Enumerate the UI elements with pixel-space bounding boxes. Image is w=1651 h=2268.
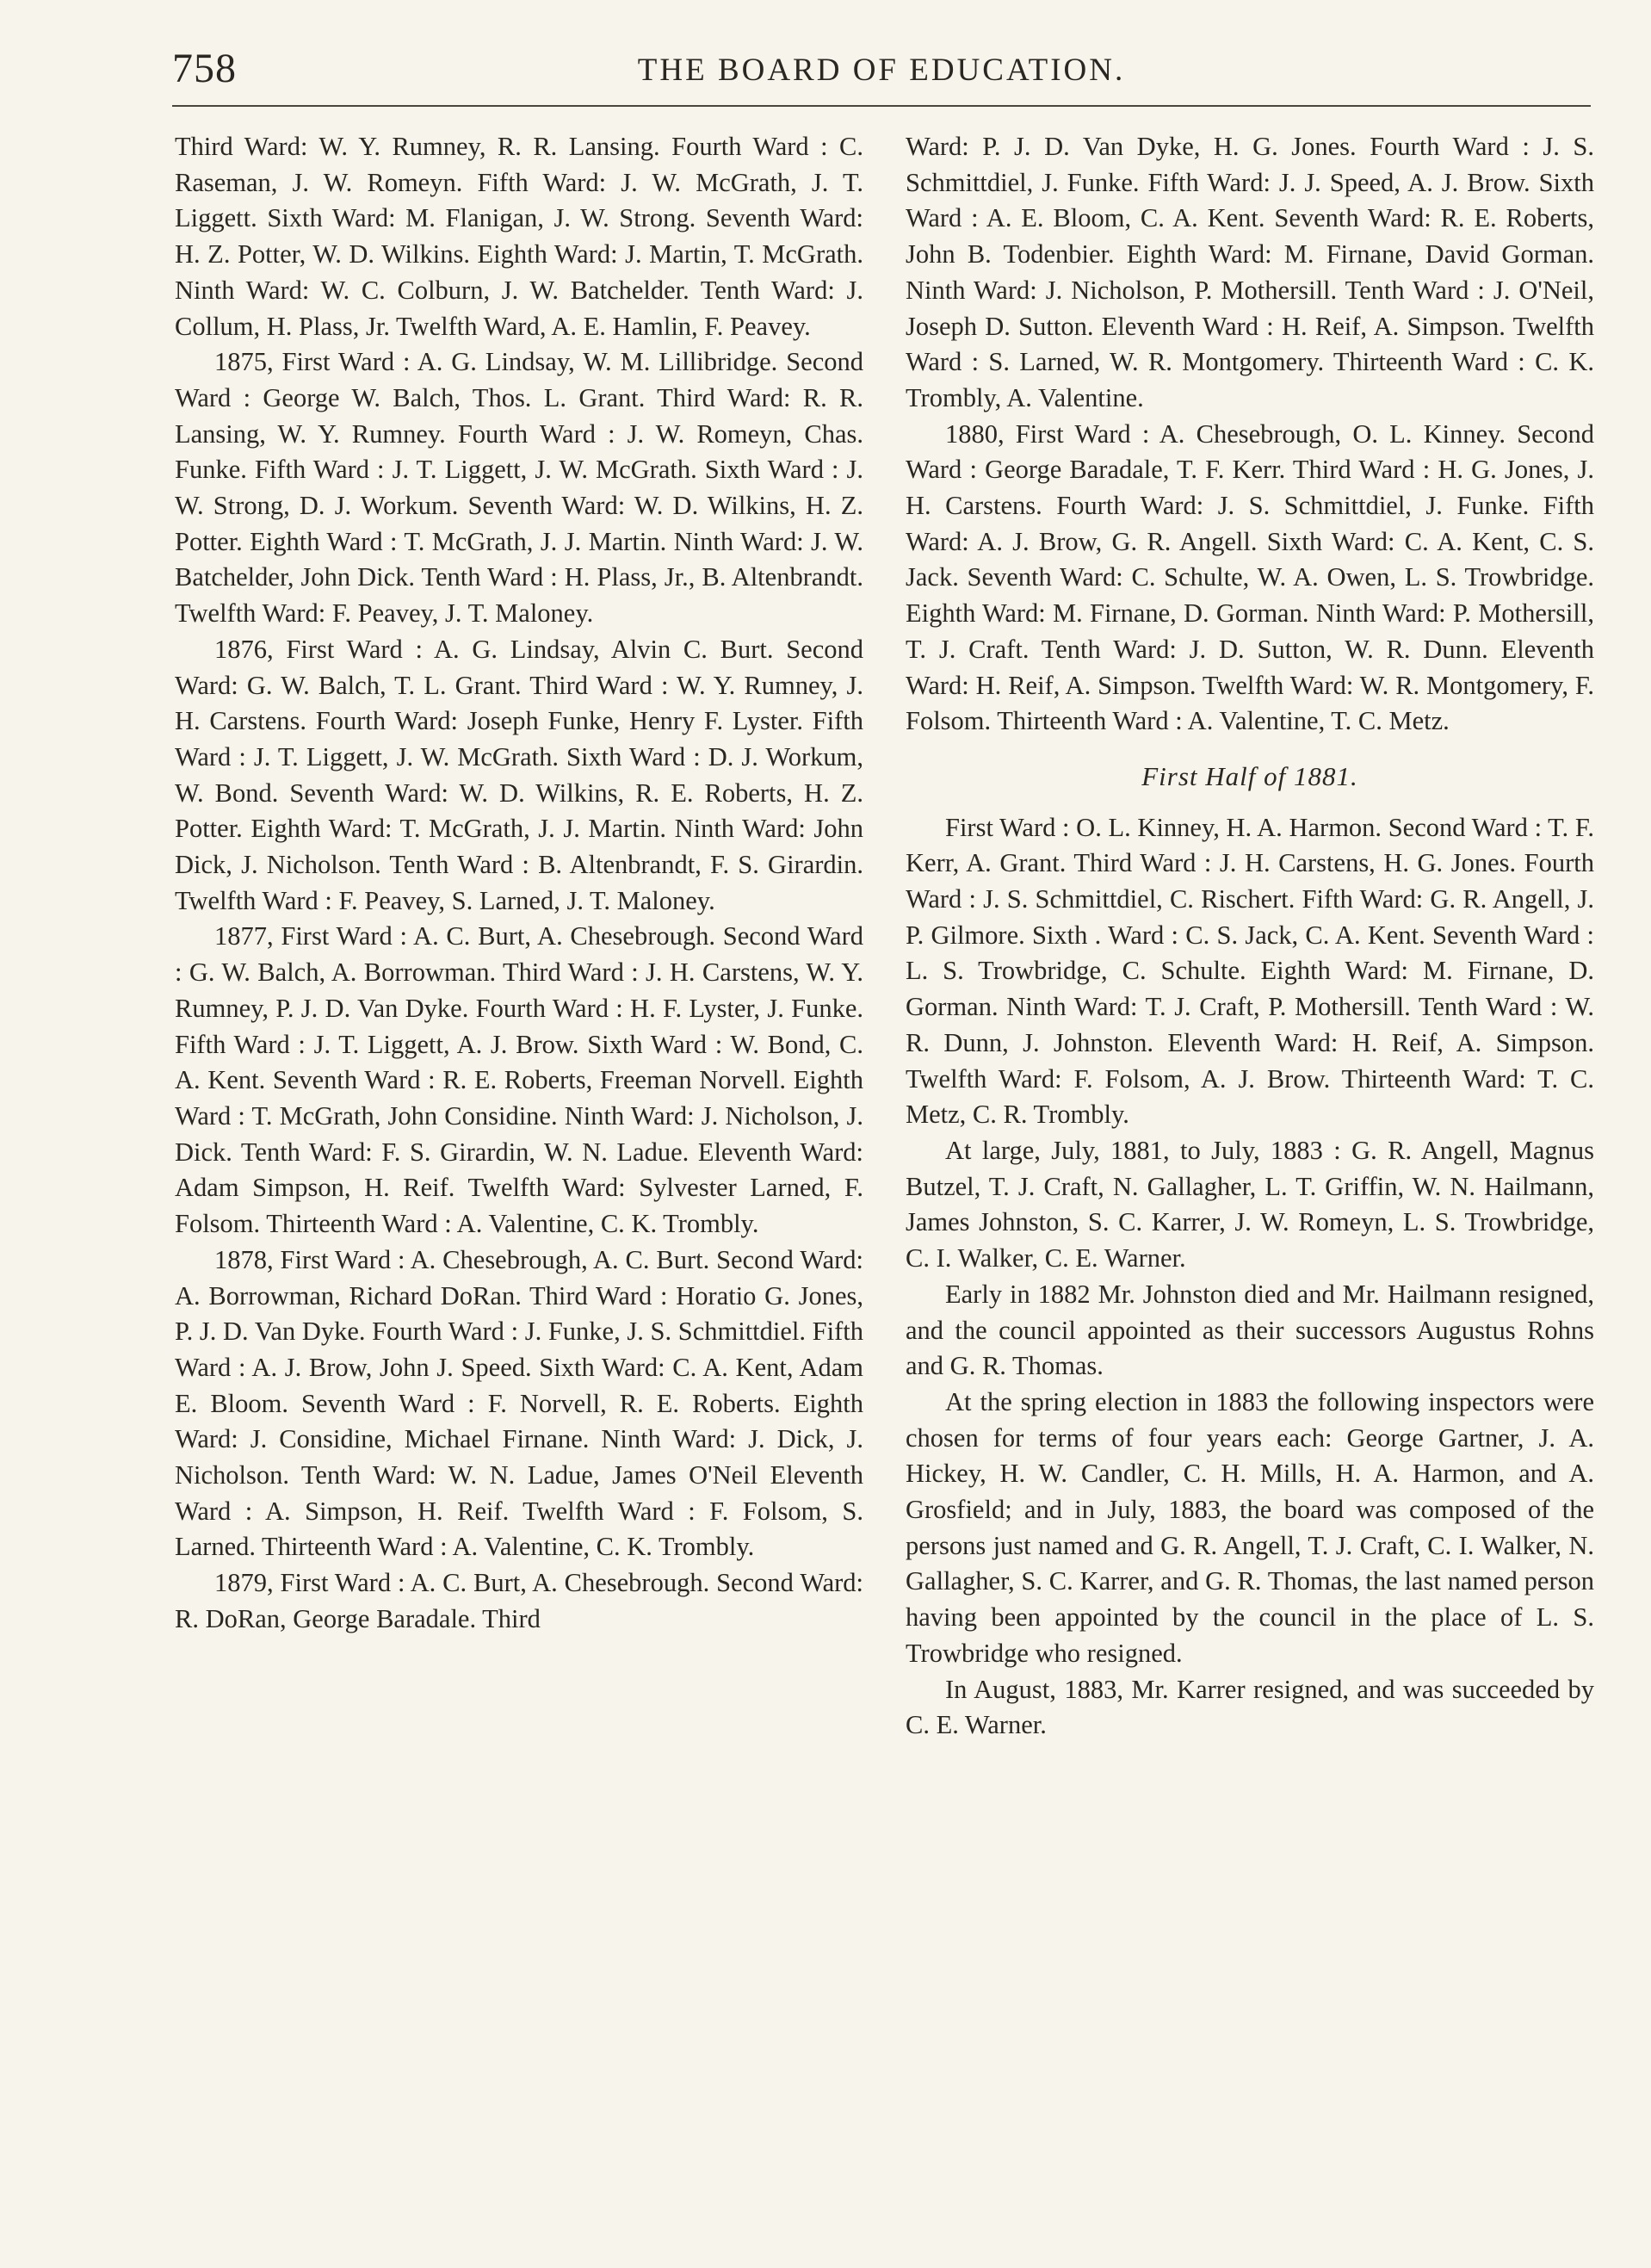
running-title: THE BOARD OF EDUCATION. xyxy=(637,53,1126,88)
paragraph: Early in 1882 Mr. Johnston died and Mr. Hailmann resigned, and the council appointed as their successors Augustus Rohns and G. R. Thomas. xyxy=(906,1279,1594,1381)
paragraph: First Ward : O. L. Kinney, H. A. Harmon. Second Ward : T. F. Kerr, A. Grant. Third Ward : J. H. Carstens, H. G. Jones. Fourth Ward : J. S. Schmittdiel, C. Rischert. Fifth Ward: G. R. Angell, J. P. Gilmore. Sixth . Ward : C. S. Jack, C. A. Kent. Seventh Ward : L. S. Trowbridge, C. Schulte. Eighth Ward: M. Firnane, D. Gorman. Ninth Ward: T. J. Craft, P. Mothersill. Tenth Ward : W. R. Dunn, J. Johnston. Eleventh Ward: H. Reif, A. Simpson. Twelfth Ward: F. Folsom, A. J. Brow. Thirteenth Ward: T. C. Metz, C. R. Trombly. xyxy=(906,812,1594,1130)
section-heading: First Half of 1881. xyxy=(1141,760,1358,791)
paragraph: At the spring election in 1883 the following inspectors were chosen for terms of four years each: George Gartner, J. A. Hickey, H. W. Candler, C. H. Mills, H. A. Harmon, and A. Grosfield; and in July, 1883, the board was composed of the persons just named and G. R. Angell, T. J. Craft, C. I. Walker, N. Gallagher, S. C. Karrer, and G. R. Thomas, the last named person having been appointed by the council in the place of L. S. Trowbridge who resigned. xyxy=(906,1386,1594,1668)
paragraph: In August, 1883, Mr. Karrer resigned, and was succeeded by C. E. Warner. xyxy=(906,1674,1594,1740)
paragraph: Third Ward: W. Y. Rumney, R. R. Lansing. Fourth Ward : C. Raseman, J. W. Romeyn. Fifth Ward: J. W. McGrath, J. T. Liggett. Sixth Ward: M. Flanigan, J. W. Strong. Seventh Ward: H. Z. Potter, W. D. Wilkins. Eighth Ward: J. Martin, T. McGrath. Ninth Ward: W. C. Colburn, J. W. Batchelder. Tenth Ward: J. Collum, H. Plass, Jr. Twelfth Ward, A. E. Hamlin, F. Peavey. xyxy=(175,132,863,341)
paragraph: 1880, First Ward : A. Chesebrough, O. L. Kinney. Second Ward : George Baradale, T. F. Kerr. Third Ward : H. G. Jones, J. H. Carstens. Fourth Ward: J. S. Schmittdiel, J. Funke. Fifth Ward: A. J. Brow, G. R. Angell. Sixth Ward: C. A. Kent, C. S. Jack. Seventh Ward: C. Schulte, W. A. Owen, L. S. Trowbridge. Eighth Ward: M. Firnane, D. Gorman. Ninth Ward: P. Mothersill, T. J. Craft. Tenth Ward: J. D. Sutton, W. R. Dunn. Eleventh Ward: H. Reif, A. Simpson. Twelfth Ward: W. R. Montgomery, F. Folsom. Thirteenth Ward : A. Valentine, T. C. Metz. xyxy=(906,418,1594,736)
paragraph: 1876, First Ward : A. G. Lindsay, Alvin C. Burt. Second Ward: G. W. Balch, T. L. Grant. Third Ward : W. Y. Rumney, J. H. Carstens. Fourth Ward: Joseph Funke, Henry F. Lyster. Fifth Ward : J. T. Liggett, J. W. McGrath. Sixth Ward : D. J. Workum, W. Bond. Seventh Ward: W. D. Wilkins, R. E. Roberts, H. Z. Potter. Eighth Ward: T. McGrath, J. J. Martin. Ninth Ward: John Dick, J. Nicholson. Tenth Ward : B. Altenbrandt, F. S. Girardin. Twelfth Ward : F. Peavey, S. Larned, J. T. Maloney. xyxy=(175,634,863,915)
paragraph: 1878, First Ward : A. Chesebrough, A. C. Burt. Second Ward: A. Borrowman, Richard DoRan. Third Ward : Horatio G. Jones, P. J. D. Van Dyke. Fourth Ward : J. Funke, J. S. Schmittdiel. Fifth Ward : A. J. Brow, John J. Speed. Sixth Ward: C. A. Kent, Adam E. Bloom. Seventh Ward : F. Norvell, R. E. Roberts. Eighth Ward: J. Considine, Michael Firnane. Ninth Ward: J. Dick, J. Nicholson. Tenth Ward: W. N. Ladue, James O'Neil Eleventh Ward : A. Simpson, H. Reif. Twelfth Ward : F. Folsom, S. Larned. Thirteenth Ward : A. Valentine, C. K. Trombly. xyxy=(175,1244,863,1562)
paragraph: 1875, First Ward : A. G. Lindsay, W. M. Lillibridge. Second Ward : George W. Balch, Thos. L. Grant. Third Ward: R. R. Lansing, W. Y. Rumney. Fourth Ward : J. W. Romeyn, Chas. Funke. Fifth Ward : J. T. Liggett, J. W. McGrath. Sixth Ward : J. W. Strong, D. J. Workum. Seventh Ward: W. D. Wilkins, H. Z. Potter. Eighth Ward : T. McGrath, J. J. Martin. Ninth Ward: J. W. Batchelder, John Dick. Tenth Ward : H. Plass, Jr., B. Altenbrandt. Twelfth Ward: F. Peavey, J. T. Maloney. xyxy=(175,347,863,629)
header-rule xyxy=(172,105,1591,107)
paragraph: At large, July, 1881, to July, 1883 : G. R. Angell, Magnus Butzel, T. J. Craft, N. Gallagher, L. T. Griffin, W. N. Hailmann, James Johnston, S. C. Karrer, J. W. Romeyn, L. S. Trowbridge, C. I. Walker, C. E. Warner. xyxy=(906,1135,1594,1273)
paragraph: 1877, First Ward : A. C. Burt, A. Chesebrough. Second Ward : G. W. Balch, A. Borrowman. Third Ward : J. H. Carstens, W. Y. Rumney, P. J. D. Van Dyke. Fourth Ward : H. F. Lyster, J. Funke. Fifth Ward : J. T. Liggett, A. J. Brow. Sixth Ward : W. Bond, C. A. Kent. Seventh Ward : R. E. Roberts, Freeman Norvell. Eighth Ward : T. McGrath, John Considine. Ninth Ward: J. Nicholson, J. Dick. Tenth Ward: F. S. Girardin, W. N. Ladue. Eleventh Ward: Adam Simpson, H. Reif. Twelfth Ward: Sylvester Larned, F. Folsom. Thirteenth Ward : A. Valentine, C. K. Trombly. xyxy=(175,921,863,1239)
left-column xyxy=(175,129,863,1638)
page-number: 758 xyxy=(172,46,237,91)
page-header xyxy=(172,45,1591,105)
right-column xyxy=(906,129,1594,1744)
paragraph: 1879, First Ward : A. C. Burt, A. Chesebrough. Second Ward: R. DoRan, George Baradale. Third xyxy=(175,1568,863,1633)
paragraph: Ward: P. J. D. Van Dyke, H. G. Jones. Fourth Ward : J. S. Schmittdiel, J. Funke. Fifth Ward: J. J. Speed, A. J. Brow. Sixth Ward : A. E. Bloom, C. A. Kent. Seventh Ward: R. E. Roberts, John B. Todenbier. Eighth Ward: M. Firnane, David Gorman. Ninth Ward: J. Nicholson, P. Mothersill. Tenth Ward : J. O'Neil, Joseph D. Sutton. Eleventh Ward : H. Reif, A. Simpson. Twelfth Ward : S. Larned, W. R. Montgomery. Thirteenth Ward : C. K. Trombly, A. Valentine. xyxy=(906,132,1594,412)
